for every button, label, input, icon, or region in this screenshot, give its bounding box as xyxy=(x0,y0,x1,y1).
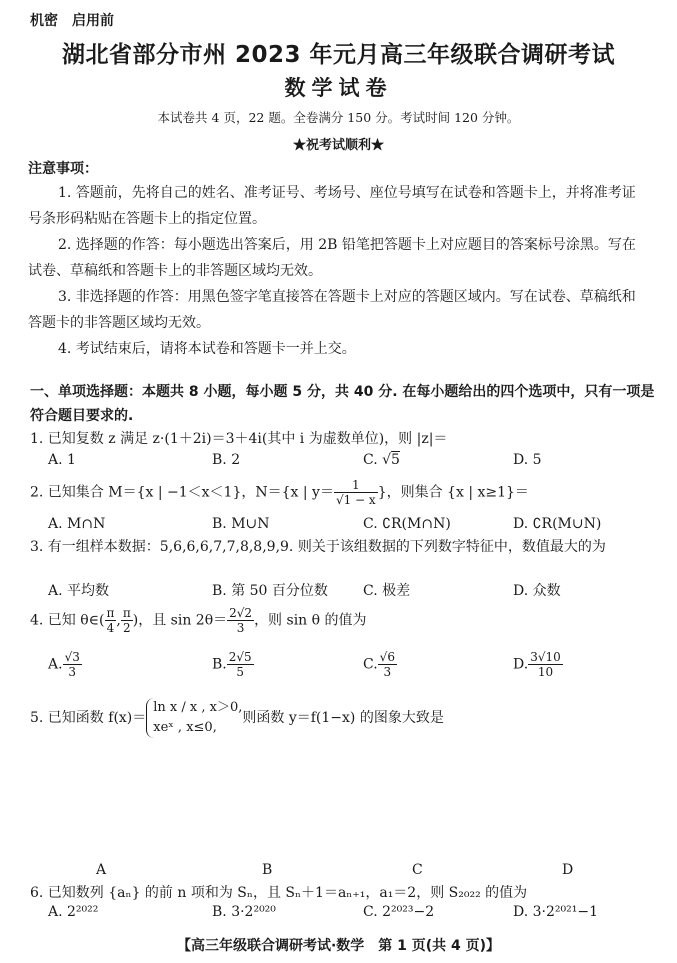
q2-option-b: B. M∪N xyxy=(212,516,270,532)
q4-option-c: C. $\frac{√6}{3}$ xyxy=(363,650,395,679)
q2-option-a: A. M∩N xyxy=(48,516,106,532)
section-1-heading: 一、单项选择题：本题共 8 小题，每小题 5 分，共 40 分. 在每小题给出的四个选项中，只有一项是符合题目要求的. xyxy=(30,384,655,424)
exam-meta: 本试卷共 4 页，22 题。全卷满分 150 分。考试时间 120 分钟。 xyxy=(157,110,520,125)
q2-option-c: C. ∁R(M∩N) xyxy=(363,516,451,532)
question-5-stem: 5. 已知函数 f(x)＝ ln x / x , x＞0, xeˣ , x≤0, 则函数 y＝f(1−x) 的图象大致是 xyxy=(30,698,444,738)
q4-option-d: D. $\frac{3√10}{10}$ xyxy=(513,650,561,679)
question-4-stem: 4. 已知 θ∈( $\frac{\pi}{4}$ , $\frac{\pi}{2}$ )，且 sin 2θ＝ $\frac{2√2}{3}$ ，则 sin θ 的值为 xyxy=(30,606,367,635)
q1-option-c: C. √5 xyxy=(363,452,400,468)
q4-option-a: A. $\frac{√3}{3}$ xyxy=(48,650,80,679)
question-2-stem: 2. 已知集合 M＝{x | −1＜x＜1}，N＝{x | y＝ $\frac{1}{√1 - x}$ }，则集合 {x | x≥1}＝ xyxy=(30,478,529,507)
q3-option-b: B. 第 50 百分位数 xyxy=(212,583,328,599)
good-luck-banner: ★祝考试顺利★ xyxy=(292,138,384,153)
exam-subtitle: 数学试卷 xyxy=(284,76,393,100)
exam-title: 湖北省部分市州 2023 年元月高三年级联合调研考试 xyxy=(61,42,616,68)
q6-option-b: B. 3·2²⁰²⁰ xyxy=(212,904,276,920)
q6-option-c: C. 2²⁰²³−2 xyxy=(363,904,435,920)
confidential-label: 机密 启用前 xyxy=(30,13,114,29)
q2-option-d: D. ∁R(M∪N) xyxy=(513,516,602,532)
q1-option-a: A. 1 xyxy=(48,452,76,468)
q3-option-a: A. 平均数 xyxy=(48,583,110,599)
graph-label-b: B xyxy=(262,862,273,878)
q3-option-c: C. 极差 xyxy=(363,583,411,599)
q3-option-d: D. 众数 xyxy=(513,583,561,599)
notice-item-2: 2. 选择题的作答：每小题选出答案后，用 2B 铅笔把答题卡上对应题目的答案标号涂黑。写在试卷、草稿纸和答题卡上的非答题区域均无效。 xyxy=(28,237,636,279)
question-6-stem: 6. 已知数列 {aₙ} 的前 n 项和为 Sₙ，且 Sₙ＋1＝aₙ₊₁，a₁＝2，则 S₂₀₂₂ 的值为 xyxy=(30,885,528,901)
q2-fraction: $\frac{1}{√1 - x}$ xyxy=(335,478,376,507)
question-1-stem: 1. 已知复数 z 满足 z·(1＋2i)＝3＋4i(其中 i 为虚数单位)，则 |z|＝ xyxy=(30,431,448,447)
q1-option-d: D. 5 xyxy=(513,452,542,468)
q4-option-b: B. $\frac{2√5}{5}$ xyxy=(212,650,252,679)
q6-option-a: A. 2²⁰²² xyxy=(48,904,99,920)
q1-option-b: B. 2 xyxy=(212,452,241,468)
notice-item-3: 3. 非选择题的作答：用黑色签字笔直接答在答题卡上对应的答题区域内。写在试卷、草稿纸和答题卡的非答题区域均无效。 xyxy=(28,289,636,331)
notice-item-4: 4. 考试结束后，请将本试卷和答题卡一并上交。 xyxy=(58,341,356,357)
graph-label-c: C xyxy=(412,862,423,878)
graph-label-d: D xyxy=(562,862,574,878)
page-footer: 【高三年级联合调研考试·数学 第 1 页(共 4 页)】 xyxy=(176,938,501,954)
q6-option-d: D. 3·2²⁰²¹−1 xyxy=(513,904,598,920)
notice-item-1: 1. 答题前，先将自己的姓名、准考证号、考场号、座位号填写在试卷和答题卡上，并将准考证号条形码粘贴在答题卡上的指定位置。 xyxy=(28,185,636,227)
graph-label-a: A xyxy=(96,862,107,878)
piecewise-brace: ln x / x , x＞0, xeˣ , x≤0, xyxy=(146,698,242,738)
question-3-stem: 3. 有一组样本数据：5,6,6,6,7,7,8,8,9,9. 则关于该组数据的下列数字特征中，数值最大的为 xyxy=(30,539,606,555)
notice-heading: 注意事项： xyxy=(28,161,98,177)
